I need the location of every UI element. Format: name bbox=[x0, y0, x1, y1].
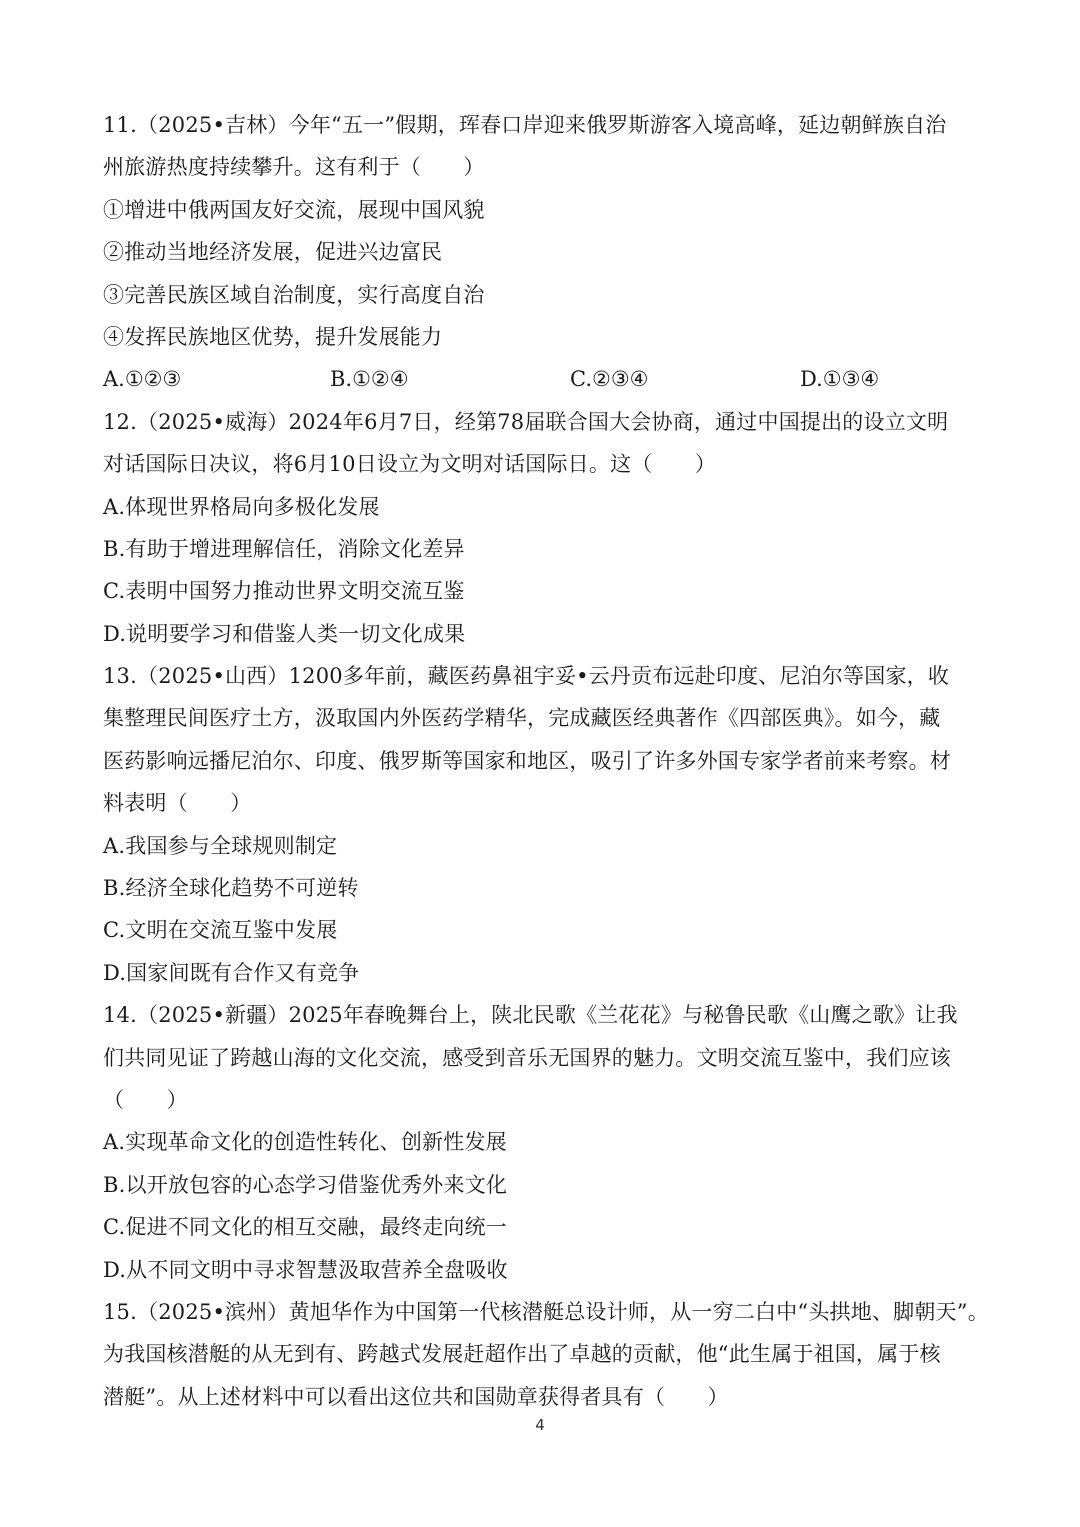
option-c: C.文明在交流互鉴中发展 bbox=[103, 918, 338, 943]
statement-1: ①增进中俄两国友好交流，展现中国风貌 bbox=[103, 197, 485, 222]
option-d: D.说明要学习和借鉴人类一切文化成果 bbox=[103, 621, 466, 646]
statement-4: ④发挥民族地区优势，提升发展能力 bbox=[103, 324, 443, 349]
option-a: A.①②③ bbox=[103, 367, 182, 392]
question-stem-line: 14.（2025•新疆）2025年春晚舞台上，陕北民歌《兰花花》与秘鲁民歌《山鹰之歌》让我 bbox=[103, 1003, 958, 1028]
question-stem-line: 州旅游热度持续攀升。这有利于（ ） bbox=[103, 155, 485, 180]
option-b: B.①②④ bbox=[330, 367, 409, 392]
statement-2: ②推动当地经济发展，促进兴边富民 bbox=[103, 240, 443, 265]
statement-3: ③完善民族区域自治制度，实行高度自治 bbox=[103, 282, 485, 307]
page-number: 4 bbox=[535, 1416, 545, 1434]
question-stem-line: 12.（2025•威海）2024年6月7日，经第78届联合国大会协商，通过中国提出的设立文明 bbox=[103, 409, 949, 434]
option-a: A.我国参与全球规则制定 bbox=[103, 833, 338, 858]
option-d: D.①③④ bbox=[800, 367, 880, 392]
question-15 bbox=[103, 1291, 989, 1418]
option-c: C.促进不同文化的相互交融，最终走向统一 bbox=[103, 1215, 507, 1240]
question-stem-line: 15.（2025•滨州）黄旭华作为中国第一代核潜艇总设计师，从一穷二白中“头拱地、脚朝天”。 bbox=[103, 1299, 989, 1324]
question-stem-line: 们共同见证了跨越山海的文化交流，感受到音乐无国界的魅力。文明交流互鉴中，我们应该 bbox=[103, 1045, 951, 1070]
option-d: D.国家间既有合作又有竞争 bbox=[103, 960, 360, 985]
question-13 bbox=[103, 655, 983, 994]
question-14 bbox=[103, 994, 983, 1291]
answer-options-row bbox=[103, 358, 983, 400]
question-12 bbox=[103, 401, 983, 655]
option-a: A.体现世界格局向多极化发展 bbox=[103, 494, 380, 519]
option-d: D.从不同文明中寻求智慧汲取营养全盘吸收 bbox=[103, 1257, 508, 1282]
question-11 bbox=[103, 104, 983, 401]
question-stem-line: 料表明（ ） bbox=[103, 791, 252, 816]
question-stem-line: 潜艇”。从上述材料中可以看出这位共和国勋章获得者具有（ ） bbox=[103, 1384, 729, 1409]
question-stem-line: 11.（2025•吉林）今年“五一”假期，珲春口岸迎来俄罗斯游客入境高峰，延边朝鲜族自治 bbox=[103, 113, 947, 137]
option-b: B.经济全球化趋势不可逆转 bbox=[103, 876, 359, 901]
option-c: C.表明中国努力推动世界文明交流互鉴 bbox=[103, 579, 465, 604]
question-list bbox=[103, 104, 989, 1418]
question-stem-line: 医药影响远播尼泊尔、印度、俄罗斯等国家和地区，吸引了许多外国专家学者前来考察。材 bbox=[103, 748, 951, 773]
question-stem-line: 集整理民间医疗土方，汲取国内外医药学精华，完成藏医经典著作《四部医典》。如今，藏 bbox=[103, 706, 941, 731]
option-a: A.实现革命文化的创造性转化、创新性发展 bbox=[103, 1130, 507, 1155]
question-stem-line: 对话国际日决议，将6月10日设立为文明对话国际日。这（ ） bbox=[103, 452, 717, 477]
option-c: C.②③④ bbox=[570, 367, 649, 392]
option-b: B.以开放包容的心态学习借鉴优秀外来文化 bbox=[103, 1172, 508, 1197]
question-stem-line: 为我国核潜艇的从无到有、跨越式发展赶超作出了卓越的贡献，他“此生属于祖国，属于核 bbox=[103, 1342, 941, 1367]
question-stem-line: （ ） bbox=[103, 1087, 188, 1112]
question-stem-line: 13.（2025•山西）1200多年前，藏医药鼻祖宇妥•云丹贡布远赴印度、尼泊尔等国家，收 bbox=[103, 664, 950, 689]
option-b: B.有助于增进理解信任，消除文化差异 bbox=[103, 536, 465, 561]
